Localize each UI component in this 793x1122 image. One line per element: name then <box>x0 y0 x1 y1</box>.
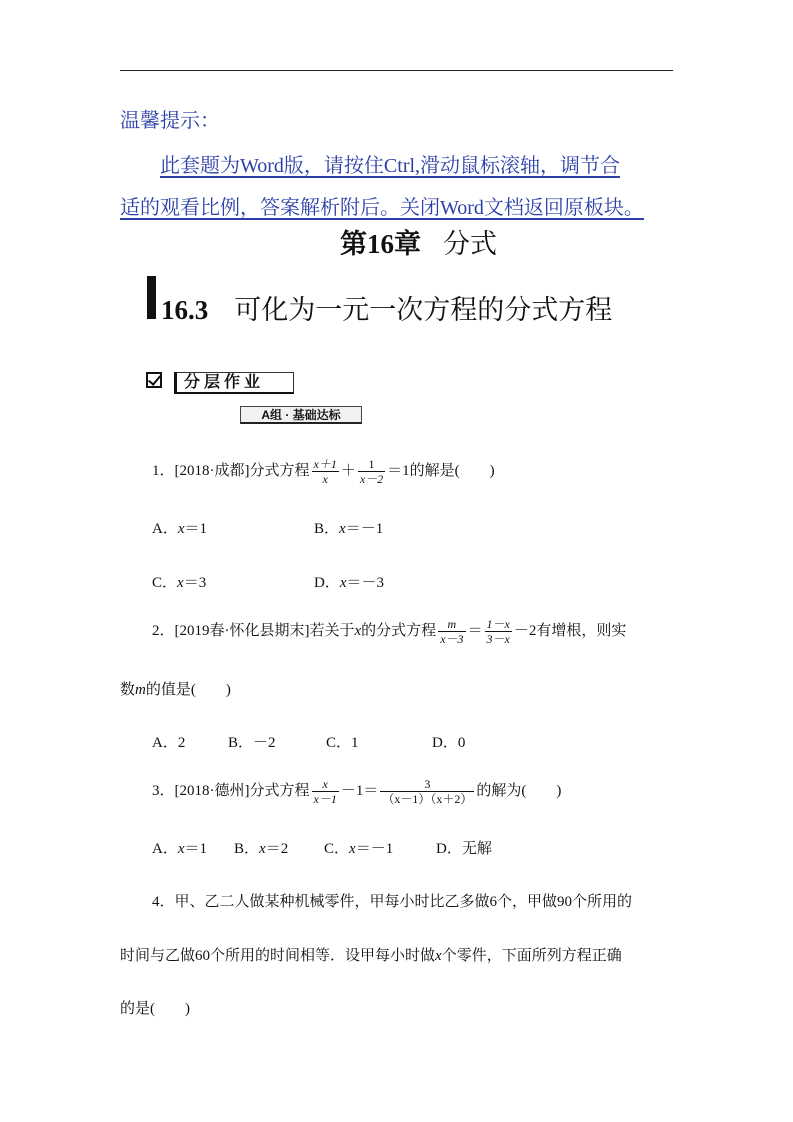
q1-option-b: B．x＝－1 <box>314 521 384 537</box>
q1-option-c: C．x＝3 <box>152 575 207 591</box>
q1-option-d: D．x＝－3 <box>314 575 385 591</box>
q3-suffix: 的解为( ) <box>476 782 562 799</box>
q1-f2-den: x－2 <box>359 472 384 486</box>
section-title <box>161 288 612 327</box>
q3-option-c: C．x＝－1 <box>324 841 394 857</box>
question-4: 4．甲、乙二人做某种机械零件，甲每小时比乙多做6个，甲做90个所用的 <box>152 894 633 910</box>
chapter-title <box>340 222 497 261</box>
q3-mid: －1＝ <box>340 782 379 799</box>
tip-title: 温馨提示： <box>120 110 220 132</box>
chapter-label: 第16章 <box>340 229 421 259</box>
question-4-line-2: 时间与乙做60个所用的时间相等．设甲每小时做x个零件，下面所列方程正确 <box>120 948 622 964</box>
q2-suffix: －2有增根，则实 <box>513 622 627 639</box>
q3-option-b: B．x＝2 <box>234 841 289 857</box>
tip-line-1: 此套题为Word版，请按住Ctrl,滑动鼠标滚轴，调节合 <box>160 155 621 177</box>
q1-option-a: A．x＝1 <box>152 521 208 537</box>
q2-mid: 的分式方程 <box>361 622 437 639</box>
checkbox-icon <box>146 372 162 388</box>
group-label: A组 · 基础达标 <box>261 408 341 422</box>
q3-fraction-1 <box>312 777 339 806</box>
q2-prefix: 2．[2019春·怀化县期末]若关于 <box>152 622 355 639</box>
section-name: 可化为一元一次方程的分式方程 <box>234 295 613 325</box>
q2-var: x <box>354 622 362 639</box>
q1-f1-num: x＋1 <box>313 457 337 471</box>
q3-f2-den: （x－1）（x＋2） <box>382 792 473 806</box>
top-rule <box>120 70 673 71</box>
q2-option-b: B．－2 <box>228 735 276 751</box>
q2-f2-num: 1－x <box>486 617 510 631</box>
q2-fraction-1 <box>438 617 465 646</box>
q2-f2-den: 3－x <box>486 632 510 646</box>
question-1 <box>152 457 495 486</box>
q1-fraction-2 <box>358 457 385 486</box>
q2-option-a: A．2 <box>152 735 186 751</box>
question-3 <box>152 777 561 806</box>
q1-f2-num: 1 <box>358 457 385 472</box>
q1-fraction-1 <box>312 457 339 486</box>
question-4-line-3: 的是( ) <box>120 1001 190 1017</box>
question-2-line-2: 数m的值是( ) <box>120 682 231 698</box>
q3-option-a: A．x＝1 <box>152 841 208 857</box>
q3-f1-den: x－1 <box>313 792 337 806</box>
q2-f1-num: m <box>438 617 465 632</box>
homework-label: 分层作业 <box>184 374 265 391</box>
q2-option-d: D．0 <box>432 735 466 751</box>
q2-fraction-2 <box>485 617 512 646</box>
q1-f1-den: x <box>322 472 328 486</box>
q3-option-d: D．无解 <box>436 841 492 857</box>
question-2 <box>152 617 626 646</box>
q1-plus: ＋ <box>340 462 356 479</box>
tip-line-2: 适的观看比例，答案解析附后。关闭Word文档返回原板块。 <box>120 197 644 219</box>
q3-f1-num: x <box>312 777 339 792</box>
q1-suffix: ＝1的解是( ) <box>387 462 495 479</box>
chapter-name: 分式 <box>443 229 497 259</box>
q3-fraction-2 <box>380 777 474 806</box>
q2-eq: ＝ <box>467 622 483 639</box>
section-number: 16.3 <box>161 295 209 325</box>
q3-f2-num: 3 <box>380 777 474 792</box>
q2-f1-den: x－3 <box>440 632 464 646</box>
q1-prefix: 1．[2018·成都]分式方程 <box>152 462 310 479</box>
q3-prefix: 3．[2018·德州]分式方程 <box>152 782 310 799</box>
q2-option-c: C．1 <box>326 735 359 751</box>
section-bar <box>147 276 156 319</box>
